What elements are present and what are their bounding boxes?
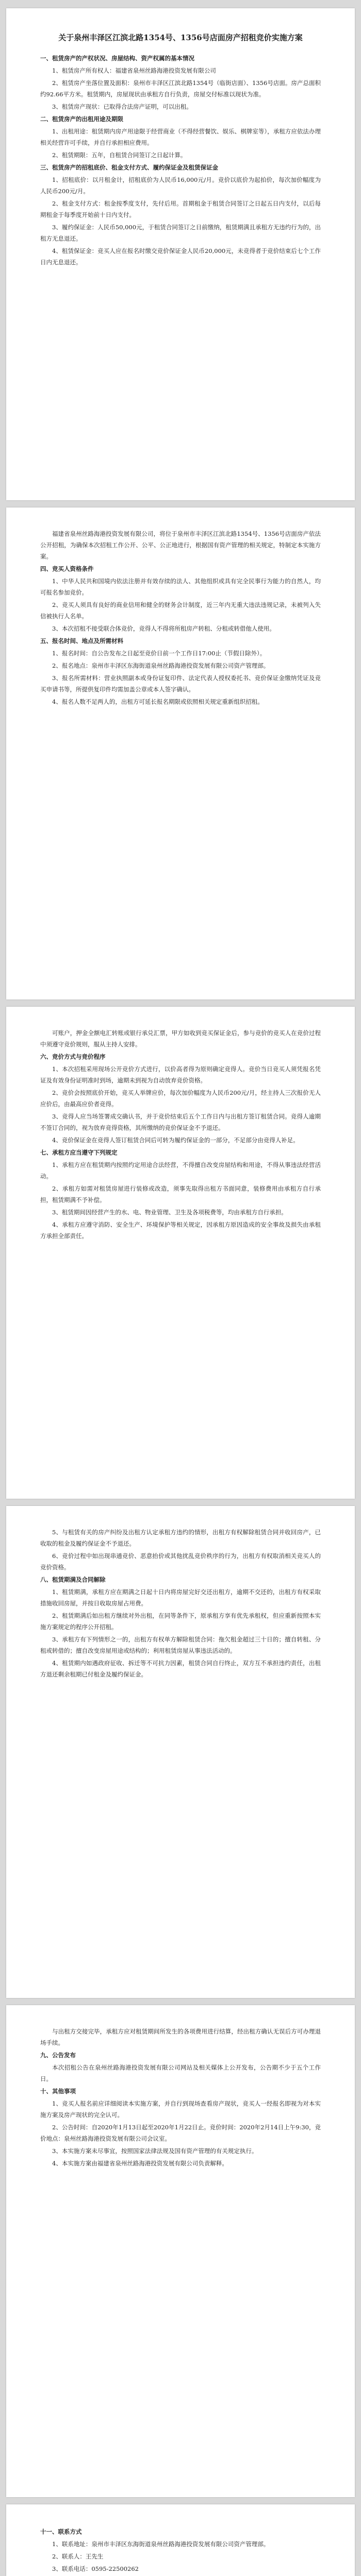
- section-heading: 十一、联系方式: [40, 2528, 82, 2535]
- paragraph: 2、租赁期限：五年，自租赁合同签订之日起计算。: [52, 151, 187, 159]
- paragraph: 1、竞买人报名前应详细阅读本实施方案，并自行到现场查看房产现状，竞买人一经报名即视为对本实施方案及房产现状的完全认可。: [40, 2100, 321, 2119]
- section-heading: 一、租赁房产的产权状况、房屋结构、资产权属的基本情况: [40, 55, 194, 62]
- paragraph: 4、承租方应遵守消防、安全生产、环境保护等相关规定，因承租方原因造成的安全事故及损失由承租方承担全部责任。: [40, 1221, 321, 1240]
- paragraph: 1、本次招租采用现场公开竞价方式进行，以价高者得为原则确定竞得人。竞价当日竞买人须凭报名凭证及有效身份证明准时到场，逾期未到视为自动放弃竞价资格。: [40, 1065, 321, 1084]
- paragraph: 3、租赁房产现状：已取得合法房产证明，可以出租。: [52, 103, 192, 110]
- paragraph: 2、报名地点：泉州市丰泽区东海街道泉州丝路海港投资发展有限公司资产管理部。: [52, 662, 270, 669]
- document-title: 关于泉州丰泽区江滨北路1354号、1356号店面房产招租竞价实施方案: [58, 33, 303, 42]
- paragraph: 1、报名时间：自公告发布之日起至竞价日前一个工作日17:00止（节假日除外）。: [52, 650, 266, 657]
- paragraph: 2、竞价会按照底价开始，竞买人举牌应价，每次加价幅度为人民币200元/月，经主持人三次报价无人应价后，由最高应价者竞得。: [40, 1089, 321, 1108]
- paragraph: 与出租方交接完毕，承租方应对租赁期间所发生的各项费用进行结算，经出租方确认无误后方可办理退场手续。: [40, 2028, 321, 2046]
- paragraph: 3、联系电话：0595-22500262: [52, 2565, 139, 2572]
- paragraph: 2、承租方如需对租赁房屋进行装修或改造，须事先取得出租方书面同意，装修费用由承租方自行承担，租赁期满不予补偿。: [40, 1185, 321, 1204]
- paragraph: 4、报名人数不足两人的，出租方可延长报名期限或依照相关规定重新组织招租。: [52, 698, 264, 705]
- paragraph: 3、本次招租不接受联合体竞价，竞得人不得将所租房产转租、分租或转借他人使用。: [52, 625, 275, 632]
- section-heading: 五、报名时间、地点及所需材料: [40, 637, 123, 645]
- section-heading: 十、其他事项: [40, 2088, 76, 2095]
- document-page-4: [6, 1506, 355, 1998]
- paragraph: 1、联系地址：泉州市丰泽区东海街道泉州丝路海港投资发展有限公司资产管理部。: [52, 2540, 270, 2548]
- paragraph: 4、租赁保证金：竞买人应在报名时缴交竞价保证金人民币20,000元，未竞得者于竞价结束后七个工作日内无息退还。: [40, 247, 321, 266]
- paragraph: 1、出租用途：租赁期内房产用途限于经营商业（不得经营餐饮、娱乐、棋牌室等），承租方应依法办理相关经营许可手续，并自行承担相应费用。: [40, 128, 321, 146]
- paragraph: 1、承租方应在租赁期内按照约定用途合法经营，不得擅自改变房屋结构和用途，不得从事违法经营活动。: [40, 1161, 321, 1180]
- section-heading: 二、租赁房产的出租用途及期限: [40, 115, 123, 123]
- paragraph: 1、中华人民共和国境内依法注册并有效存续的法人、其他组织或具有完全民事行为能力的自然人，均可报名参加竞价。: [40, 578, 321, 596]
- document-page-3: [6, 1007, 355, 1499]
- document-page-6: [6, 2504, 355, 2576]
- paragraph: 4、租赁期内如遇政府征收、拆迁等不可抗力因素，租赁合同自行终止，双方互不承担违约责任，出租方退还剩余租期已付租金及履约保证金。: [40, 1659, 321, 1678]
- paragraph: 5、与租赁有关的房产纠纷及出租方认定承租方违约的情形，出租方有权解除租赁合同并收回房产，已收取的租金及履约保证金不予退还。: [40, 1529, 321, 1547]
- section-heading: 六、竞价方式与竞价程序: [40, 1053, 106, 1060]
- paragraph: 1、招租底价：以月租金计，招租底价为人民币16,000元/月。竞价以底价为起拍价，每次加价幅度为人民币200元/月。: [40, 176, 321, 195]
- paragraph: 2、联系人：王先生: [52, 2553, 104, 2560]
- paragraph: 6、竞价过程中如出现串通竞价、恶意抬价或其他扰乱竞价秩序的行为，出租方有权取消相关竞买人的竞价资格。: [40, 1552, 321, 1571]
- document-page-1: [6, 8, 355, 500]
- paragraph: 4、本实施方案由福建省泉州丝路海港投资发展有限公司负责解释。: [52, 2160, 228, 2167]
- paragraph: 2、竞买人须具有良好的商业信用和健全的财务会计制度，近三年内无重大违法违规记录，未被列入失信被执行人名单。: [40, 601, 321, 620]
- paragraph: 2、租赁期满后如出租方继续对外出租，在同等条件下，原承租方享有优先承租权，但应重新按照本实施方案规定的程序公开招租。: [40, 1612, 321, 1631]
- section-heading: 三、租赁房产的招租底价、租金支付方式、履约保证金及租赁保证金: [40, 164, 218, 171]
- section-heading: 四、竞买人资格条件: [40, 565, 94, 572]
- paragraph: 2、租赁房产坐落位置及面积：泉州市丰泽区江滨北路1354号（临街店面）、1356号店面。房产总面积约92.66平方米。租赁期内，房屋现状由承租方自行负责，房屋交付标准以现状为准。: [40, 79, 321, 98]
- paragraph: 3、报名所需材料：营业执照副本或身份证复印件、法定代表人授权委托书、竞价保证金缴纳凭证及竞买申请书等，所提供复印件均需加盖公章或本人签字确认。: [40, 674, 321, 693]
- paragraph: 3、竞得人应当场签署成交确认书，并于竞价结束后五个工作日内与出租方签订租赁合同。竞得人逾期不签订合同的，视为放弃竞得资格，其所缴纳的竞价保证金不予退还。: [40, 1113, 321, 1131]
- paragraph: 3、承租方有下列情形之一的，出租方有权单方解除租赁合同：拖欠租金超过三十日的；擅自转租、分租或转借的；擅自改变房屋用途或结构的；利用租赁房屋从事违法活动的。: [40, 1636, 321, 1654]
- paragraph: 2、租金支付方式：租金按季度支付，先付后用。首期租金于租赁合同签订之日起五日内支付，以后每期租金于每季度开始前十日内支付。: [40, 200, 321, 218]
- paragraph: 本次招租公告在泉州丝路海港投资发展有限公司网站及相关媒体上公开发布，公告期不少于五个工作日。: [40, 2064, 321, 2082]
- paragraph: 可账户，押金全额电汇转账或银行承兑汇票，甲方如收到竞买保证金后，参与竞价的竞买人在竞价过程中须遵守竞价规则，服从主持人安排。: [40, 1029, 321, 1048]
- section-heading: 八、租赁期满及合同解除: [40, 1576, 106, 1583]
- paragraph: 3、履约保证金：人民币50,000元，于租赁合同签订之日前缴纳，租赁期满且承租方无违约行为的，出租方无息退还。: [40, 224, 321, 242]
- paragraph: 2、公告时间：自2020年1月13日起至2020年1月22日止。竞价时间：2020年2月14日上午9:30，竞价地点：泉州丝路海港投资发展有限公司会议室。: [40, 2124, 321, 2142]
- paragraph: 4、竞价保证金在竞得人签订租赁合同后可转为履约保证金的一部分，不足部分由竞得人补足。: [52, 1137, 299, 1144]
- paragraph: 3、本实施方案未尽事宜，按照国家法律法规及国有资产管理的有关规定执行。: [52, 2147, 258, 2155]
- paragraph: 福建省泉州丝路海港投资发展有限公司，将位于泉州市丰泽区江滨北路1354号、1356号店面房产依法公开招租，为确保本次招租工作公开、公平、公正地进行，根据国有资产管理的相关规定，特制定本实施方案。: [40, 530, 321, 560]
- document-page-2: [6, 507, 355, 999]
- paragraph: 3、租赁期间因经营产生的水、电、物业管理、卫生及各项税费等，均由承租方自行承担。: [52, 1209, 287, 1216]
- paragraph: 1、租赁期满，承租方应在期满之日起十日内将房屋完好交还出租方，逾期不交还的，出租方有权采取措施收回房屋，并按日收取房屋占用费。: [40, 1588, 321, 1607]
- section-heading: 九、公告发布: [40, 2052, 76, 2059]
- document-page-5: [6, 2005, 355, 2497]
- paragraph: 1、租赁房产所有权人：福建省泉州丝路海港投资发展有限公司: [52, 67, 216, 74]
- section-heading: 七、承租方应当遵守下列规定: [40, 1149, 118, 1156]
